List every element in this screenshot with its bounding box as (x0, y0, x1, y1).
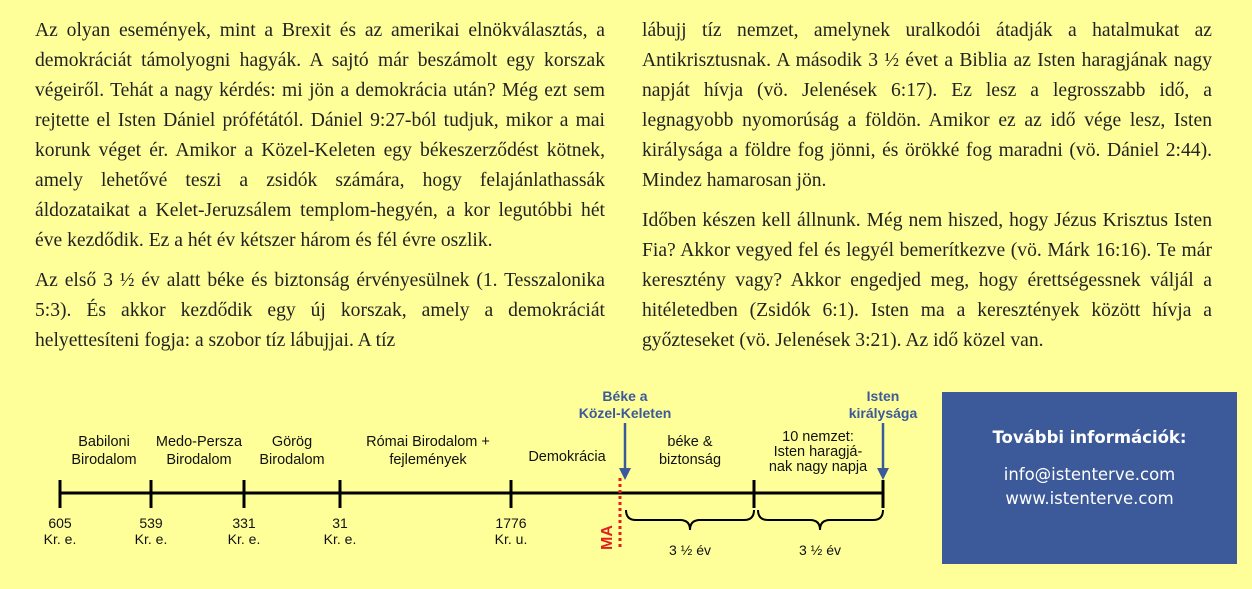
info-title: További információk: (992, 428, 1187, 447)
date-year: 31 (332, 515, 348, 531)
date-era: Kr. u. (494, 531, 528, 547)
era-label: Római Birodalom + (366, 434, 490, 450)
period-length-label: 3 ½ év (798, 542, 842, 558)
era-label: fejlemények (389, 452, 467, 468)
peace-marker-label: Közel-Keleten (578, 405, 672, 421)
era-label: Birodalom (259, 452, 325, 468)
arrow-down-icon (877, 468, 889, 480)
date-year: 331 (232, 515, 256, 531)
date-era: Kr. e. (134, 531, 168, 547)
article-paragraph: Az olyan események, mint a Brexit és az amerikai elnökválasztás, a demokráciát támolyogni hagyák. A sajtó már beszámolt egy korszak végeiről. Tehát a nagy kérdés: mi jön a demokrácia után? Még ezt sem rejtette el Isten Dániel prófétától. Dániel 9:27-ból tudjuk, mikor a mai korunk véget ér. Amikor a Közel-Keleten egy békeszerződést kötnek, amely lehetővé teszi a zsidók számára, hogy felajánlathassák áldozataikat a Kelet-Jeruzsálem templom-hegyén, a kor legutóbbi hét éve kezdődik. Ez a hét év kétszer három és fél évre oszlik. (35, 20, 605, 251)
now-label: MA (599, 525, 616, 550)
article-column-right (642, 16, 1212, 366)
kingdom-marker-label: Isten (866, 388, 900, 404)
future-period-label: biztonság (658, 452, 722, 468)
peace-marker-label: Béke a (602, 388, 648, 404)
date-era: Kr. e. (227, 531, 261, 547)
era-label: Görög (271, 434, 313, 450)
date-era: Kr. e. (323, 531, 357, 547)
date-year: 1776 (495, 515, 527, 531)
article-paragraph: Az első 3 ½ év alatt béke és biztonság érvényesülnek (1. Tesszalonika 5:3). És akkor kezdődik egy új korszak, amely a demokráciát helyettesíteni fogja: a szobor tíz lábujjai. A tíz (35, 270, 605, 351)
date-era: Kr. e. (43, 531, 77, 547)
period-brace (758, 510, 883, 530)
era-label: Medo-Persza (155, 434, 243, 450)
era-label: Birodalom (166, 452, 232, 468)
article-paragraph: lábujj tíz nemzet, amelynek uralkodói átadják a hatalmukat az Antikrisztusnak. A második 3 ½ évet a Biblia az Isten haragjának nagy napját hívja (vö. Jelenések 6:17). Ez lesz a legrosszabb idő, a legnagyobb nyomorúság a földön. Amikor ez az idő vége lesz, Isten királysága a földre fog jönni, és örökké fog maradni (vö. Dániel 2:44). Mindez hamarosan jön. (642, 20, 1212, 191)
article-column-left (35, 16, 605, 366)
date-year: 539 (139, 515, 163, 531)
email-link[interactable]: info@istenterve.com (1003, 465, 1176, 484)
future-period-label: béke & (667, 434, 713, 450)
era-label: Babiloni (78, 434, 130, 450)
kingdom-marker-label: királysága (848, 405, 918, 421)
info-box (942, 392, 1237, 564)
date-year: 605 (48, 515, 72, 531)
era-label: Birodalom (71, 452, 137, 468)
future-period-label: Isten haragjá- (773, 444, 863, 460)
timeline-diagram (0, 380, 940, 589)
article-paragraph: Időben készen kell állnunk. Még nem hiszed, hogy Jézus Krisztus Isten Fia? Akkor vegyed fel és legyél bemerítkezve (vö. Márk 16:16). Te már keresztény vagy? Akkor engedjed meg, hogy érettségessnek váljál a hitéletedben (Zsidók 6:1). Isten ma a keresztények között hívja a győzteseket (vö. Jelenések 3:21). Az idő közel van. (642, 210, 1212, 351)
website-link[interactable]: www.istenterve.com (1005, 489, 1174, 508)
period-brace (626, 510, 754, 530)
future-period-label: 10 nemzet: (782, 429, 854, 445)
era-label: Demokrácia (528, 449, 606, 465)
future-period-label: nak nagy napja (768, 459, 868, 475)
period-length-label: 3 ½ év (668, 542, 712, 558)
